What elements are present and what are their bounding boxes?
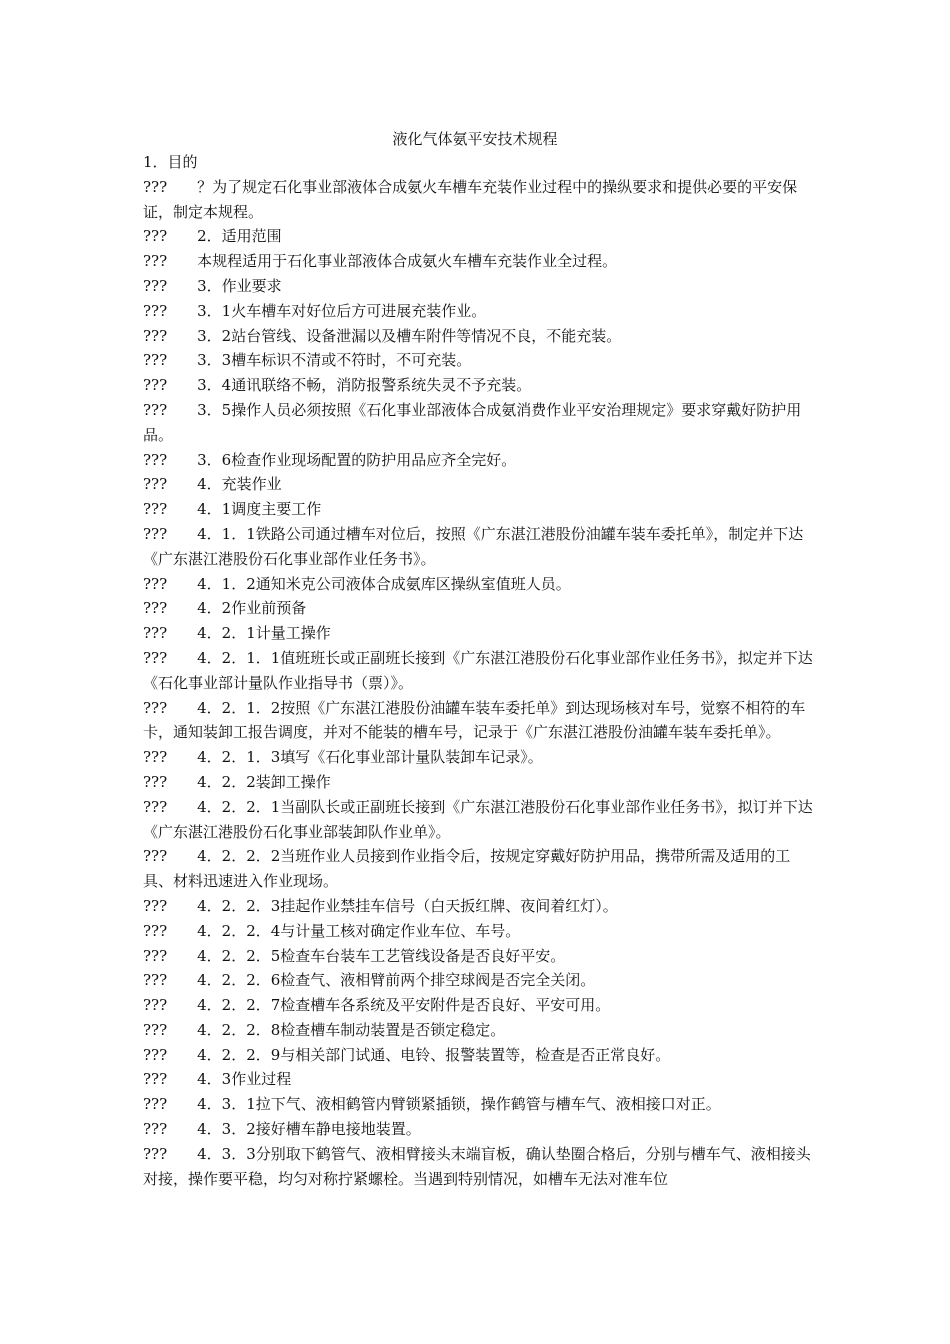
paragraph: ??? 4．1调度主要工作	[143, 500, 322, 519]
paragraph: ??? 4．2．2．1当副队长或正副班长接到《广东湛江港股份石化事业部作业任务书》，拟订并下达《广东湛江港股份石化事业部装卸队作业单》。	[143, 797, 813, 841]
paragraph: ??? 4．2作业前预备	[143, 599, 307, 618]
paragraph: ??? 3．3槽车标识不清或不符时，不可充装。	[143, 351, 472, 370]
document-title: 液化气体氨平安技术规程	[392, 130, 558, 148]
paragraph: ??? 4．3．1拉下气、液相鹤管内臂锁紧插锁，操作鹤管与槽车气、液相接口对正。	[143, 1095, 721, 1114]
paragraph: ??? 本规程适用于石化事业部液体合成氨火车槽车充装作业全过程。	[143, 252, 618, 271]
paragraph: ??? 3．2站台管线、设备泄漏以及槽车附件等情况不良，不能充装。	[143, 326, 622, 345]
paragraph: ??? 4．3．2接好槽车静电接地装置。	[143, 1120, 421, 1139]
paragraph: ??? 4．2．2．9与相关部门试通、电铃、报警装置等，检查是否正常良好。	[143, 1045, 671, 1064]
paragraph: 1．目的	[143, 153, 198, 171]
paragraph: ??? 4．2．1．3填写《石化事业部计量队装卸车记录》。	[143, 748, 543, 767]
paragraph: ??? 4．2．2．7检查槽车各系统及平安附件是否良好、平安可用。	[143, 996, 611, 1015]
paragraph: ??? 4．2．2．2当班作业人员接到作业指令后，按规定穿戴好防护用品，携带所需及适用的工具、材料迅速进入作业现场。	[143, 847, 791, 891]
document-body	[143, 150, 813, 1191]
paragraph: ??? 3．5操作人员必须按照《石化事业部液体合成氨消费作业平安治理规定》要求穿戴好防护用品。	[143, 400, 802, 444]
paragraph: ??? 2．适用范围	[143, 227, 282, 246]
paragraph: ??? 4．2．1．1值班班长或正副班长接到《广东湛江港股份石化事业部作业任务书》，拟定并下达《石化事业部计量队作业指导书（票）》。	[143, 648, 813, 692]
paragraph: ??? 4．2．1计量工操作	[143, 624, 331, 643]
paragraph: ??? 4．2．2．5检查车台装车工艺管线设备是否良好平安。	[143, 946, 566, 965]
paragraph: ??? 4．2．1．2按照《广东湛江港股份油罐车装车委托单》到达现场核对车号，觉察不相符的车卡，通知装卸工报告调度，并对不能装的槽车号，记录于《广东湛江港股份油罐车装车委托单》。	[143, 698, 806, 742]
paragraph: ??? 4．2．2．8检查槽车制动装置是否锁定稳定。	[143, 1020, 506, 1039]
paragraph: ??? 4．1．2通知米克公司液体合成氨库区操纵室值班人员。	[143, 574, 571, 593]
paragraph: ??? 3．作业要求	[143, 276, 282, 295]
paragraph: ??? 3．1火车槽车对好位后方可进展充装作业。	[143, 301, 487, 320]
paragraph: ??? 3．6检查作业现场配置的防护用品应齐全完好。	[143, 450, 517, 469]
paragraph: ??? 4．2．2．6检查气、液相臂前两个排空球阀是否完全关闭。	[143, 971, 596, 990]
paragraph: ??? 4．3．3分别取下鹤管气、液相臂接头末端盲板，确认垫圈合格后，分别与槽车气、液相接头对接，操作要平稳，均匀对称拧紧螺栓。当遇到特别情况，如槽车无法对准车位	[143, 1144, 811, 1188]
paragraph: ??? 3．4通讯联络不畅，消防报警系统失灵不予充装。	[143, 376, 532, 395]
paragraph: ??? 4．3作业过程	[143, 1070, 292, 1089]
paragraph: ??? 4．2．2．4与计量工核对确定作业车位、车号。	[143, 921, 521, 940]
paragraph: ??? 4．充装作业	[143, 475, 282, 494]
paragraph: ??? 4．2．2装卸工操作	[143, 772, 331, 791]
paragraph: ??? 4．1．1铁路公司通过槽车对位后，按照《广东湛江港股份油罐车装车委托单》，制定并下达《广东湛江港股份石化事业部作业任务书》。	[143, 524, 804, 568]
paragraph: ??? ？为了规定石化事业部液体合成氨火车槽车充装作业过程中的操纵要求和提供必要的平安保证，制定本规程。	[143, 177, 798, 221]
paragraph: ??? 4．2．2．3挂起作业禁挂车信号（白天扳红牌、夜间着红灯）。	[143, 896, 618, 915]
